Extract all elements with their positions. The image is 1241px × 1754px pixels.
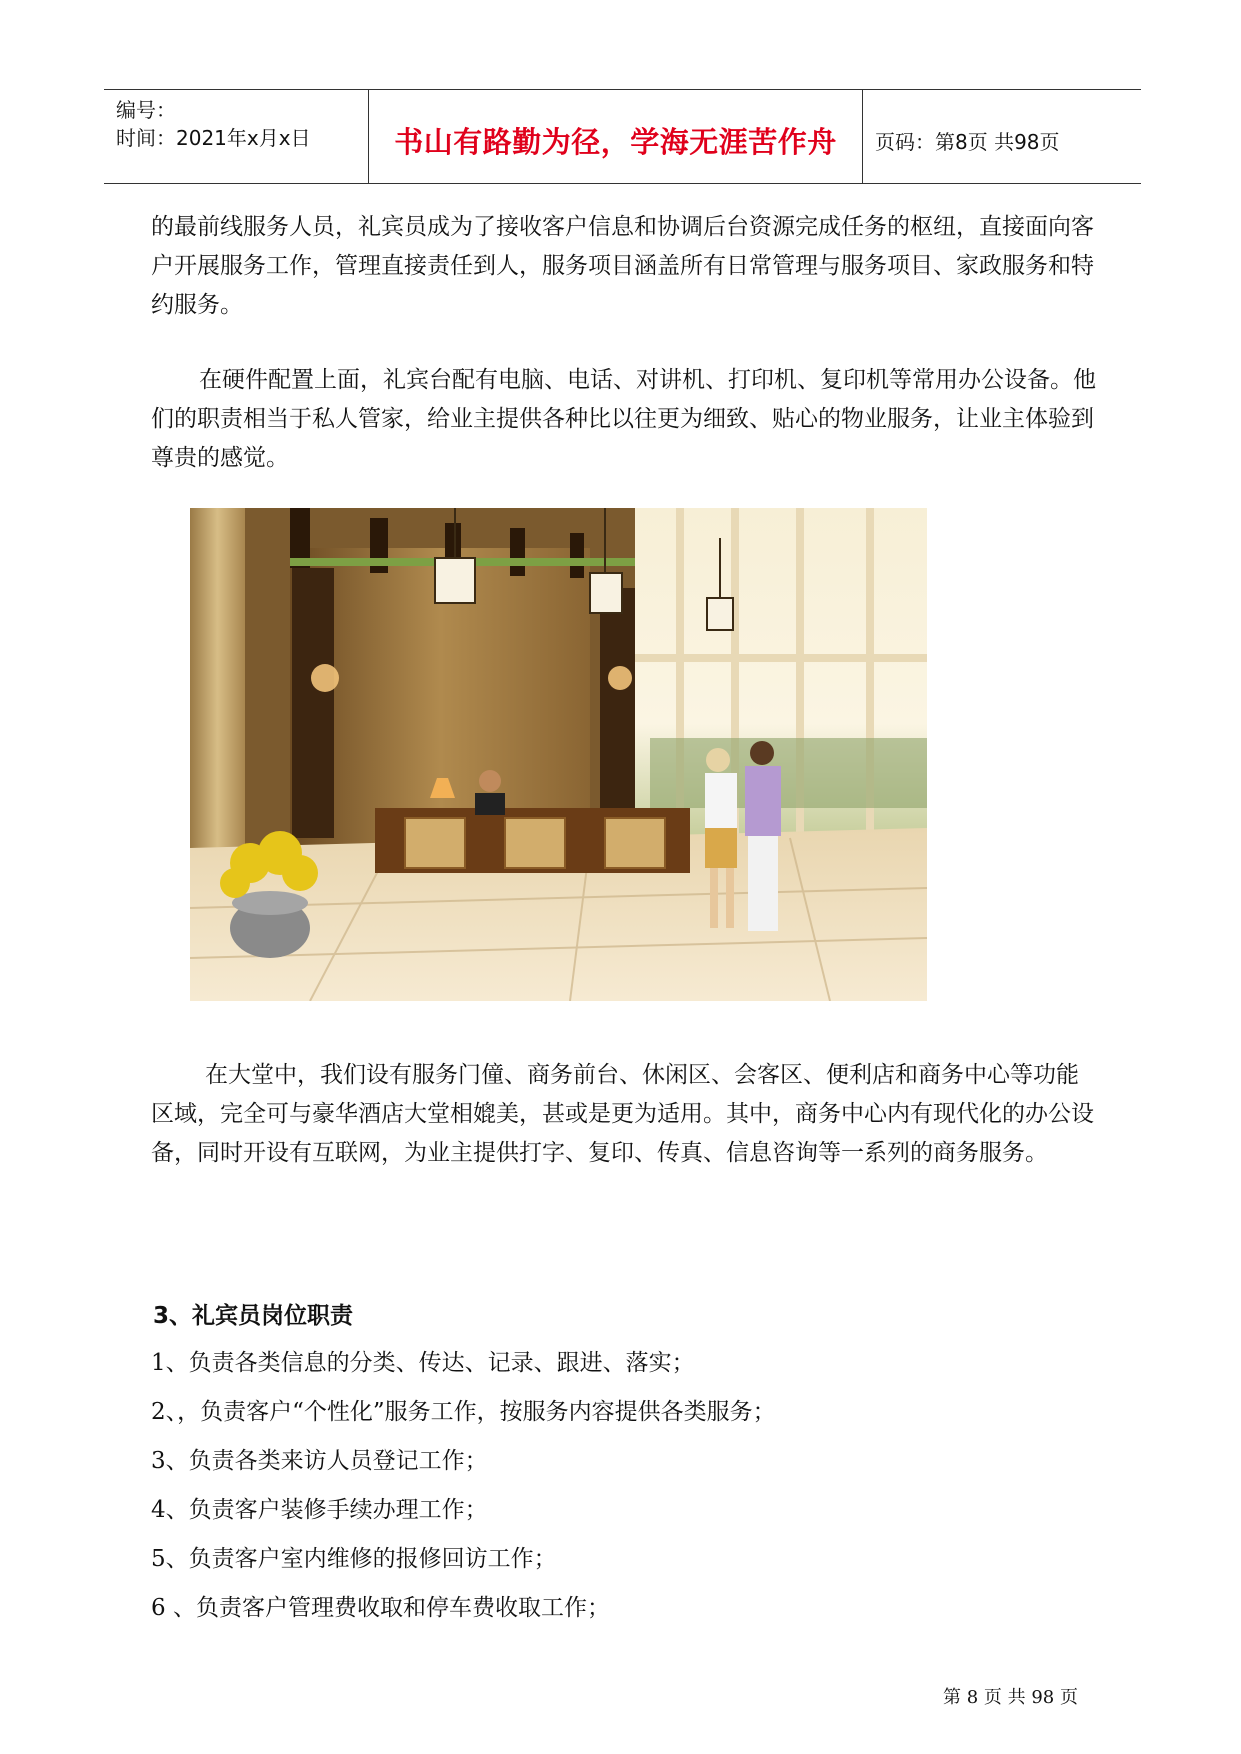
header-page-cell: [863, 90, 1141, 183]
paragraph-1: 的最前线服务人员，礼宾员成为了接收客户信息和协调后台资源完成任务的枢纽，直接面向客户开展服务工作，管理直接责任到人，服务项目涵盖所有日常管理与服务项目、家政服务和特约服务。: [151, 214, 1094, 318]
list-item: 3、负责各类来访人员登记工作；: [151, 1448, 488, 1474]
list-item: 4、负责客户装修手续办理工作；: [151, 1497, 488, 1523]
duties-list: [151, 1344, 776, 1638]
lobby-illustration: [190, 508, 927, 1001]
lobby-photo: [190, 508, 927, 1001]
header-number: 编号：: [116, 98, 176, 122]
list-item: 5、负责客户室内维修的报修回访工作；: [151, 1546, 557, 1572]
header-motto: 书山有路勤为径，学海无涯苦作舟: [394, 125, 837, 159]
paragraph-3: 在大堂中，我们设有服务门僮、商务前台、休闲区、会客区、便利店和商务中心等功能区域，完全可与豪华酒店大堂相媲美，甚或是更为适用。其中，商务中心内有现代化的办公设备，同时开设有互联网，为业主提供打字、复印、传真、信息咨询等一系列的商务服务。: [151, 1062, 1094, 1166]
header-page-number: 页码：第8页 共98页: [875, 130, 1060, 154]
list-item: 2、，负责客户“个性化”服务工作，按服务内容提供各类服务；: [151, 1399, 776, 1425]
header-info-cell: [104, 90, 369, 183]
paragraph-2: 在硬件配置上面，礼宾台配有电脑、电话、对讲机、打印机、复印机等常用办公设备。他们的职责相当于私人管家，给业主提供各种比以往更为细致、贴心的物业服务，让业主体验到尊贵的感觉。: [151, 367, 1096, 471]
list-item: 6 、负责客户管理费收取和停车费收取工作；: [151, 1595, 610, 1621]
header-time: 时间：2021年x月x日: [116, 126, 311, 150]
section-heading: 3、礼宾员岗位职责: [153, 1303, 354, 1329]
header-motto-cell: [369, 90, 863, 183]
list-item: 1、负责各类信息的分类、传达、记录、跟进、落实；: [151, 1350, 695, 1376]
page-footer: 第 8 页 共 98 页: [943, 1687, 1078, 1708]
page-header: [104, 89, 1141, 184]
